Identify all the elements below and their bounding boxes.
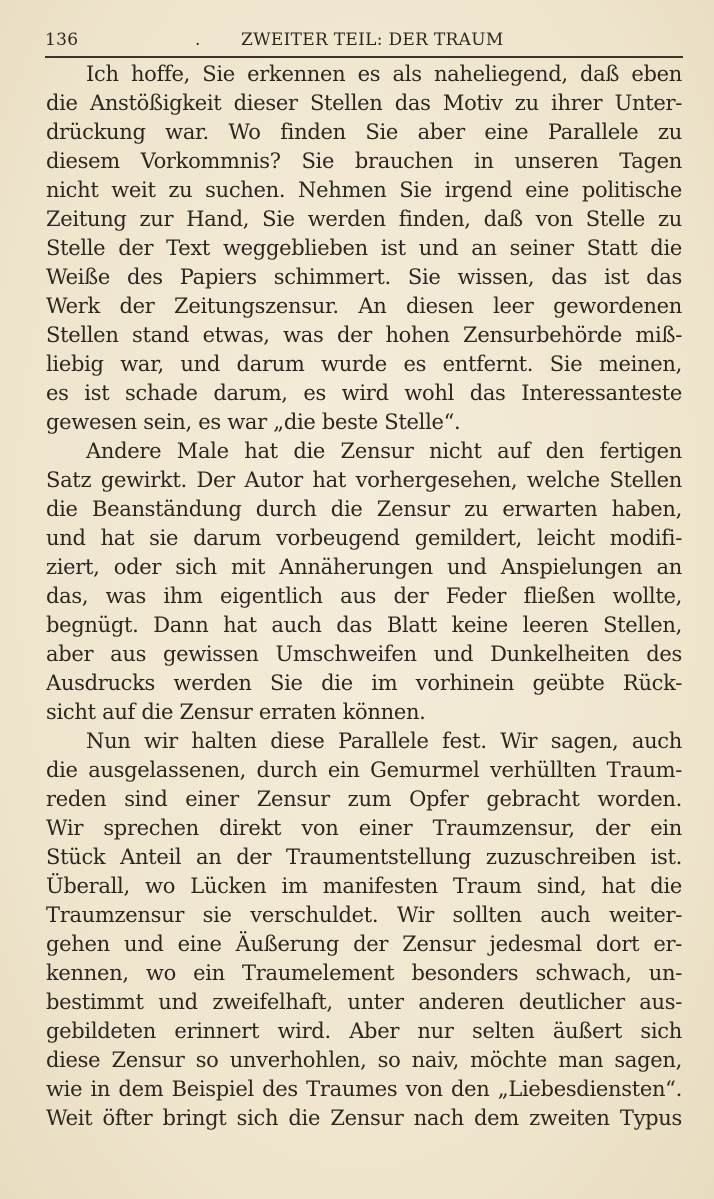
- text-line: Wir sprechen direkt von einer Traumzensur, der ein: [46, 816, 682, 840]
- text-line: Stellen stand etwas, was der hohen Zensurbehörde miß-: [46, 323, 682, 347]
- text-line: Ausdrucks werden Sie die im vorhinein geübte Rück-: [46, 671, 682, 695]
- text-line: begnügt. Dann hat auch das Blatt keine leeren Stellen,: [46, 613, 682, 637]
- text-line: drückung war. Wo finden Sie aber eine Parallele zu: [46, 120, 682, 144]
- text-line: die Beanständung durch die Zensur zu erwarten haben,: [46, 497, 682, 521]
- text-line: Weiße des Papiers schimmert. Sie wissen, das ist das: [46, 265, 682, 289]
- text-line: Weit öfter bringt sich die Zensur nach dem zweiten Typus: [46, 1106, 682, 1130]
- text-line: ziert, oder sich mit Annäherungen und Anspielungen an: [46, 555, 682, 579]
- text-line: gewesen sein, es war „die beste Stelle“.: [46, 410, 461, 434]
- text-line: gehen und eine Äußerung der Zensur jedesmal dort er-: [46, 932, 682, 956]
- body-text: [46, 60, 682, 1133]
- text-line: Nun wir halten diese Parallele fest. Wir sagen, auch: [86, 729, 682, 753]
- page-header: [45, 30, 685, 54]
- text-line: Andere Male hat die Zensur nicht auf den fertigen: [86, 439, 682, 463]
- text-line: Stelle der Text weggeblieben ist und an seiner Statt die: [46, 236, 682, 260]
- text-line: Werk der Zeitungszensur. An diesen leer gewordenen: [46, 294, 682, 318]
- text-line: die Anstößigkeit dieser Stellen das Motiv zu ihrer Unter-: [46, 91, 682, 115]
- text-line: Stück Anteil an der Traumentstellung zuzuschreiben ist.: [46, 845, 682, 869]
- text-line: kennen, wo ein Traumelement besonders schwach, un-: [46, 961, 682, 985]
- text-line: nicht weit zu suchen. Nehmen Sie irgend eine politische: [46, 178, 682, 202]
- text-line: gebildeten erinnert wird. Aber nur selten äußert sich: [46, 1019, 682, 1043]
- text-line: diesem Vorkommnis? Sie brauchen in unseren Tagen: [46, 149, 682, 173]
- text-line: es ist schade darum, es wird wohl das Interessanteste: [46, 381, 682, 405]
- page-number: 136: [45, 30, 79, 50]
- text-line: sicht auf die Zensur erraten können.: [46, 700, 426, 724]
- text-line: das, was ihm eigentlich aus der Feder fließen wollte,: [46, 584, 682, 608]
- header-separator: .: [195, 30, 201, 50]
- text-line: wie in dem Beispiel des Traumes von den „Liebesdiensten“.: [46, 1077, 682, 1101]
- text-line: und hat sie darum vorbeugend gemildert, leicht modifi-: [46, 526, 682, 550]
- text-line: die ausgelassenen, durch ein Gemurmel verhüllten Traum-: [46, 758, 682, 782]
- text-line: reden sind einer Zensur zum Opfer gebracht worden.: [46, 787, 682, 811]
- text-line: bestimmt und zweifelhaft, unter anderen deutlicher aus-: [46, 990, 682, 1014]
- header-rule: [45, 56, 683, 58]
- text-line: Ich hoffe, Sie erkennen es als naheliegend, daß eben: [86, 62, 682, 86]
- text-line: Traumzensur sie verschuldet. Wir sollten auch weiter-: [46, 903, 682, 927]
- text-line: Satz gewirkt. Der Autor hat vorhergesehen, welche Stellen: [46, 468, 682, 492]
- text-line: liebig war, und darum wurde es entfernt. Sie meinen,: [46, 352, 682, 376]
- text-line: aber aus gewissen Umschweifen und Dunkelheiten des: [46, 642, 682, 666]
- running-title: ZWEITER TEIL: DER TRAUM: [241, 30, 504, 50]
- text-line: diese Zensur so unverhohlen, so naiv, möchte man sagen,: [46, 1048, 682, 1072]
- text-line: Überall, wo Lücken im manifesten Traum sind, hat die: [46, 874, 682, 898]
- text-line: Zeitung zur Hand, Sie werden finden, daß von Stelle zu: [46, 207, 682, 231]
